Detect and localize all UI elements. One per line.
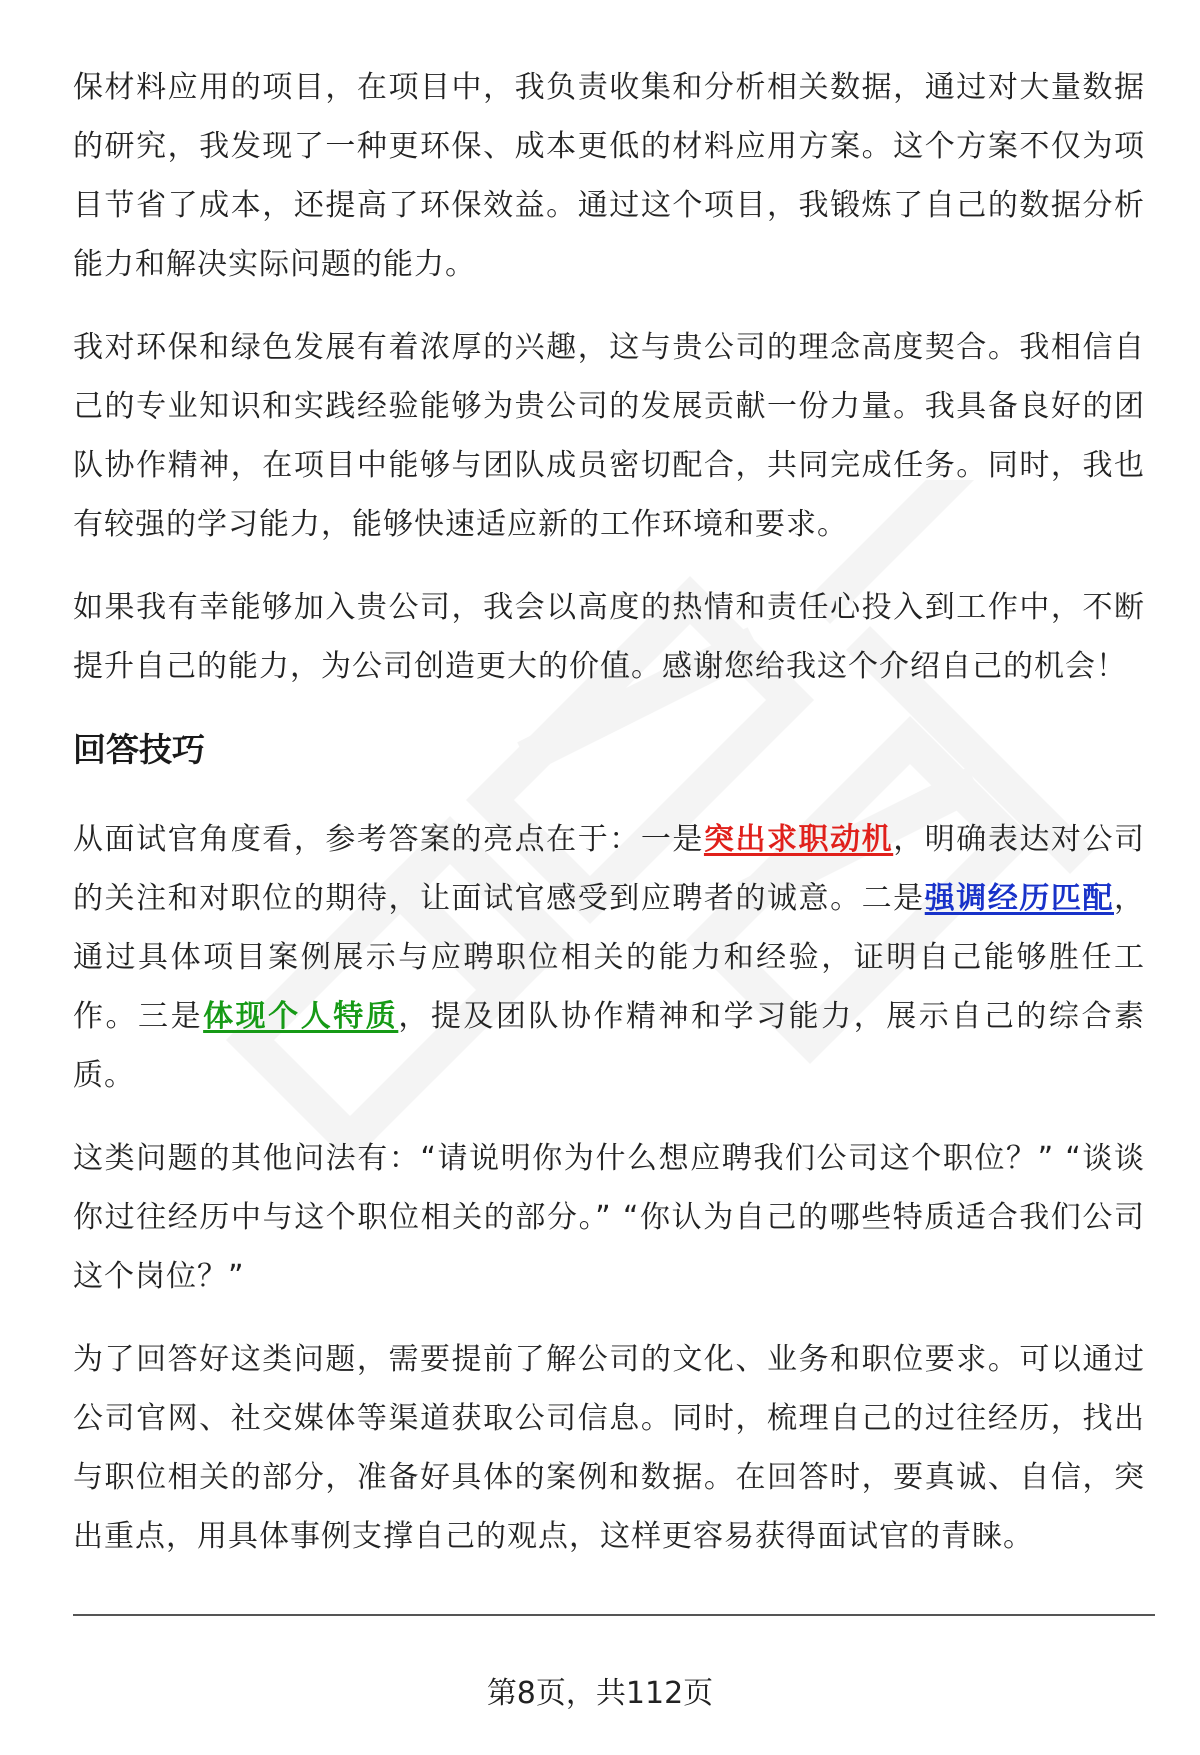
body-paragraph-2: 我对环保和绿色发展有着浓厚的兴趣，这与贵公司的理念高度契合。我相信自己的专业知识和实践经验能够为贵公司的发展贡献一份力量。我具备良好的团队协作精神，在项目中能够与团队成员密切配合，共同完成任务。同时，我也有较强的学习能力，能够快速适应新的工作环境和要求。 — [73, 330, 1145, 542]
tips-text-4: ，提及团队协作精神和学习能力，展示自己的综合素质。 — [73, 999, 1145, 1093]
footer-divider — [73, 1614, 1155, 1616]
main-content — [73, 58, 1145, 1590]
body-paragraph-5: 为了回答好这类问题，需要提前了解公司的文化、业务和职位要求。可以通过公司官网、社交媒体等渠道获取公司信息。同时，梳理自己的过往经历，找出与职位相关的部分，准备好具体的案例和数据。在回答时，要真诚、自信，突出重点，用具体事例支撑自己的观点，这样更容易获得面试官的青睐。 — [73, 1342, 1145, 1554]
highlight-traits: 体现个人特质 — [203, 999, 399, 1034]
body-paragraph-3: 如果我有幸能够加入贵公司，我会以高度的热情和责任心投入到工作中，不断提升自己的能力，为公司创造更大的价值。感谢您给我这个介绍自己的机会！ — [73, 590, 1145, 684]
highlight-experience: 强调经历匹配 — [924, 881, 1115, 916]
section-heading: 回答技巧 — [73, 730, 205, 769]
tips-text-2: ，明确表达对公司的关注和对职位的期待，让面试官感受到应聘者的诚意。二是 — [73, 822, 1146, 916]
page-number: 第8页，共112页 — [486, 1676, 714, 1711]
tips-paragraph — [73, 810, 1145, 1105]
highlight-motivation: 突出求职动机 — [703, 822, 894, 857]
tips-text-3: ，通过具体项目案例展示与应聘职位相关的能力和经验，证明自己能够胜任工作。三是 — [73, 881, 1146, 1034]
tips-text-1: 从面试官角度看，参考答案的亮点在于：一是 — [73, 822, 704, 857]
body-paragraph-4: 这类问题的其他问法有：“请说明你为什么想应聘我们公司这个职位？” “谈谈你过往经历中与这个职位相关的部分。” “你认为自己的哪些特质适合我们公司这个岗位？” — [73, 1141, 1145, 1294]
body-paragraph-1: 保材料应用的项目，在项目中，我负责收集和分析相关数据，通过对大量数据的研究，我发现了一种更环保、成本更低的材料应用方案。这个方案不仅为项目节省了成本，还提高了环保效益。通过这个项目，我锻炼了自己的数据分析能力和解决实际问题的能力。 — [73, 70, 1145, 282]
